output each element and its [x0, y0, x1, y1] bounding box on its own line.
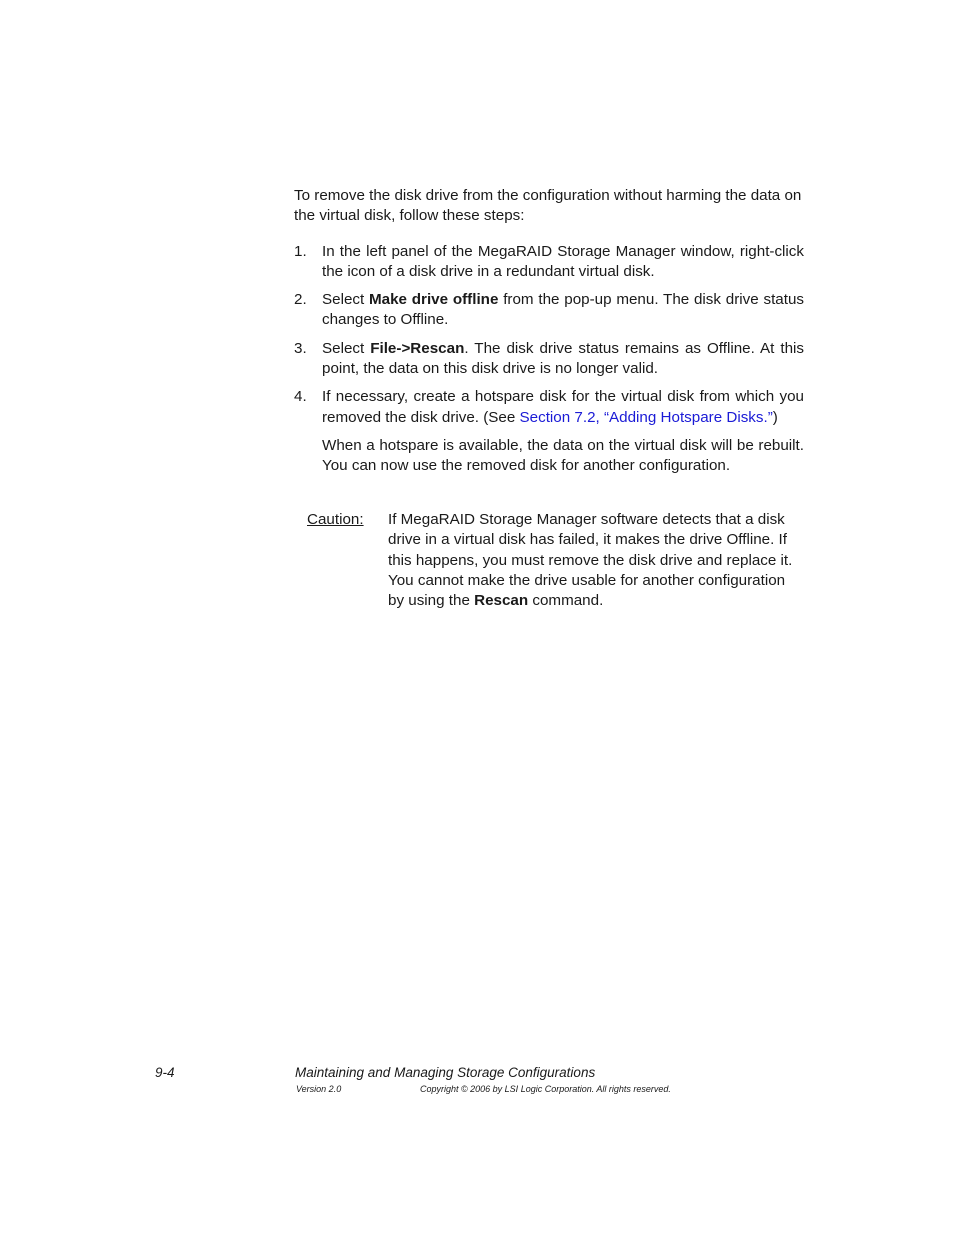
step-number: 2. — [294, 291, 307, 309]
step-text-post: . The disk drive status remains as Offline. At this point, the data on this disk drive is no longer valid. — [322, 339, 804, 378]
list-item — [294, 387, 804, 476]
step-text-post: from the pop-up menu. The disk drive status changes to Offline. — [322, 291, 804, 329]
step-text-post: ) — [772, 408, 778, 426]
caution-text-post: command. — [528, 592, 604, 610]
steps-list — [294, 242, 804, 477]
caution-label: Caution: — [307, 511, 364, 528]
caution-text — [388, 510, 802, 611]
step-text-pre: Select — [322, 291, 369, 309]
step-text — [322, 290, 804, 331]
step-text — [322, 387, 804, 428]
footer-chapter-title: Maintaining and Managing Storage Configurations — [295, 1065, 596, 1080]
list-item — [294, 339, 804, 380]
step-number: 4. — [294, 388, 307, 406]
step-text-pre: If necessary, create a hotspare disk for the virtual disk from which you removed the disk drive. (See — [322, 388, 804, 426]
footer-version: Version 2.0 — [296, 1084, 342, 1094]
menu-command-make-drive-offline: Make drive offline — [369, 291, 499, 309]
step-followup-text: When a hotspare is available, the data on the virtual disk will be rebuilt. You can now use the removed disk for another configuration. — [322, 436, 804, 475]
body-text — [294, 186, 804, 485]
footer-copyright: Copyright © 2006 by LSI Logic Corporation. All rights reserved. — [420, 1084, 671, 1094]
section-7-2-link[interactable]: Section 7.2, “Adding Hotspare Disks.” — [519, 408, 773, 426]
step-text: In the left panel of the MegaRAID Storage Manager window, right-click the icon of a disk drive in a redundant virtual disk. — [322, 242, 804, 280]
step-text — [322, 339, 804, 380]
list-item — [294, 290, 804, 331]
rescan-command: Rescan — [474, 592, 529, 610]
list-item — [294, 242, 804, 283]
caution-text-pre: If MegaRAID Storage Manager software detects that a disk drive in a virtual disk has failed, it makes the drive Offline. If this happens, you must remove the disk drive and replace it. You cannot make the drive usable for another configuration by using the — [388, 511, 793, 610]
menu-command-file-rescan: File->Rescan — [370, 339, 465, 357]
step-number: 1. — [294, 242, 307, 260]
step-text-pre: Select — [322, 339, 371, 357]
intro-paragraph: To remove the disk drive from the configuration without harming the data on the virtual disk, follow these steps: — [294, 187, 802, 225]
footer-page-number: 9-4 — [155, 1065, 175, 1080]
step-number: 3. — [294, 339, 307, 357]
